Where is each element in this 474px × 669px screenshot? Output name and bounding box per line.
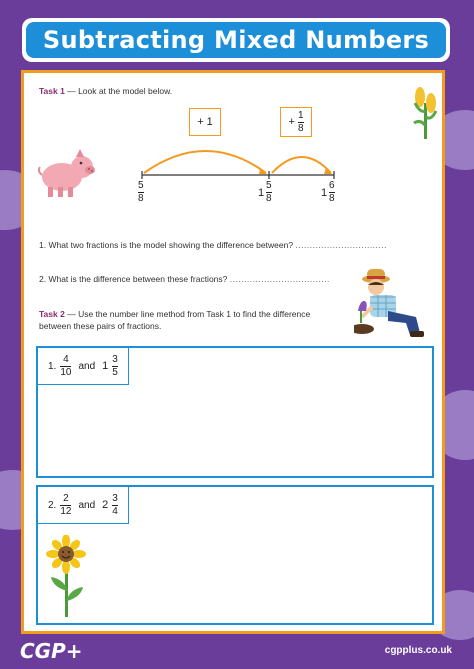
- item-1-a-denominator: 10: [60, 366, 72, 378]
- start-fraction: [138, 181, 144, 204]
- corn-icon: [412, 83, 440, 139]
- question-1-text: 1. What two fractions is the model showing the difference between?: [39, 240, 294, 250]
- title-banner: [22, 18, 450, 62]
- question-2-text: 2. What is the difference between these fractions?: [39, 274, 228, 284]
- item-2-b-denominator: 4: [112, 505, 118, 517]
- task1-label: Task 1: [39, 86, 65, 96]
- question-2-answer-line[interactable]: ...................................: [229, 274, 330, 284]
- start-denominator: 8: [138, 193, 144, 204]
- item-1-fraction-a: [60, 355, 71, 378]
- question-1: [39, 240, 387, 250]
- answer-box-1-question: [38, 348, 129, 385]
- jump-arc-1: [144, 151, 266, 173]
- step-two-numerator: 1: [297, 109, 304, 121]
- jump-arc-2: [272, 157, 331, 173]
- item-1-number: 1.: [48, 360, 57, 372]
- end-denominator: 8: [329, 193, 335, 204]
- mid-fraction: [266, 181, 272, 204]
- cgp-logo: CGP+: [20, 639, 83, 663]
- item-2-fraction-a: [60, 494, 71, 517]
- step-one-box: [189, 108, 221, 136]
- task2-instruction-line2: between these pairs of fractions.: [39, 321, 162, 331]
- item-2-b-numerator: 3: [112, 492, 118, 504]
- item-1-fraction-b: [112, 355, 118, 378]
- start-numerator: 5: [138, 180, 144, 191]
- mid-whole: 1: [258, 187, 265, 199]
- page-title: Subtracting Mixed Numbers: [42, 26, 430, 54]
- task2-instruction-line1: — Use the number line method from Task 1 to find the difference: [67, 309, 311, 319]
- number-line: [124, 133, 354, 183]
- end-numerator: 6: [329, 180, 335, 191]
- item-1-b-denominator: 5: [112, 366, 118, 378]
- answer-box-2[interactable]: [36, 485, 434, 625]
- step-one-label: + 1: [197, 116, 213, 128]
- mid-numerator: 5: [266, 180, 272, 191]
- item-2-fraction-b: [112, 494, 118, 517]
- step-two-denominator: 8: [297, 122, 304, 134]
- mid-denominator: 8: [266, 193, 272, 204]
- answer-box-2-question: [38, 487, 129, 524]
- item-1-b-numerator: 3: [112, 353, 118, 365]
- task2-heading: [39, 309, 310, 319]
- task1-instruction: — Look at the model below.: [67, 86, 173, 96]
- worksheet: [21, 70, 445, 634]
- item-2-a-denominator: 12: [60, 505, 72, 517]
- item-2-and: and: [78, 499, 96, 511]
- question-2: [39, 274, 330, 284]
- item-2-a-numerator: 2: [63, 492, 69, 504]
- item-2-b-whole: 2: [102, 499, 109, 511]
- question-1-answer-line[interactable]: ................................: [295, 240, 387, 250]
- item-1-a-numerator: 4: [63, 353, 69, 365]
- end-fraction: [329, 181, 335, 204]
- task2-label: Task 2: [39, 309, 65, 319]
- pig-icon: [36, 145, 98, 201]
- title-bar: [26, 22, 446, 58]
- step-two-sign: +: [288, 116, 295, 128]
- sunflower-icon: [46, 535, 86, 617]
- item-1-and: and: [78, 360, 96, 372]
- footer-url[interactable]: cgpplus.co.uk: [384, 645, 452, 656]
- farmer-icon: [354, 267, 436, 349]
- task1-heading: [39, 86, 172, 96]
- item-1-b-whole: 1: [102, 360, 109, 372]
- answer-box-1[interactable]: [36, 346, 434, 478]
- end-whole: 1: [321, 187, 328, 199]
- item-2-number: 2.: [48, 499, 57, 511]
